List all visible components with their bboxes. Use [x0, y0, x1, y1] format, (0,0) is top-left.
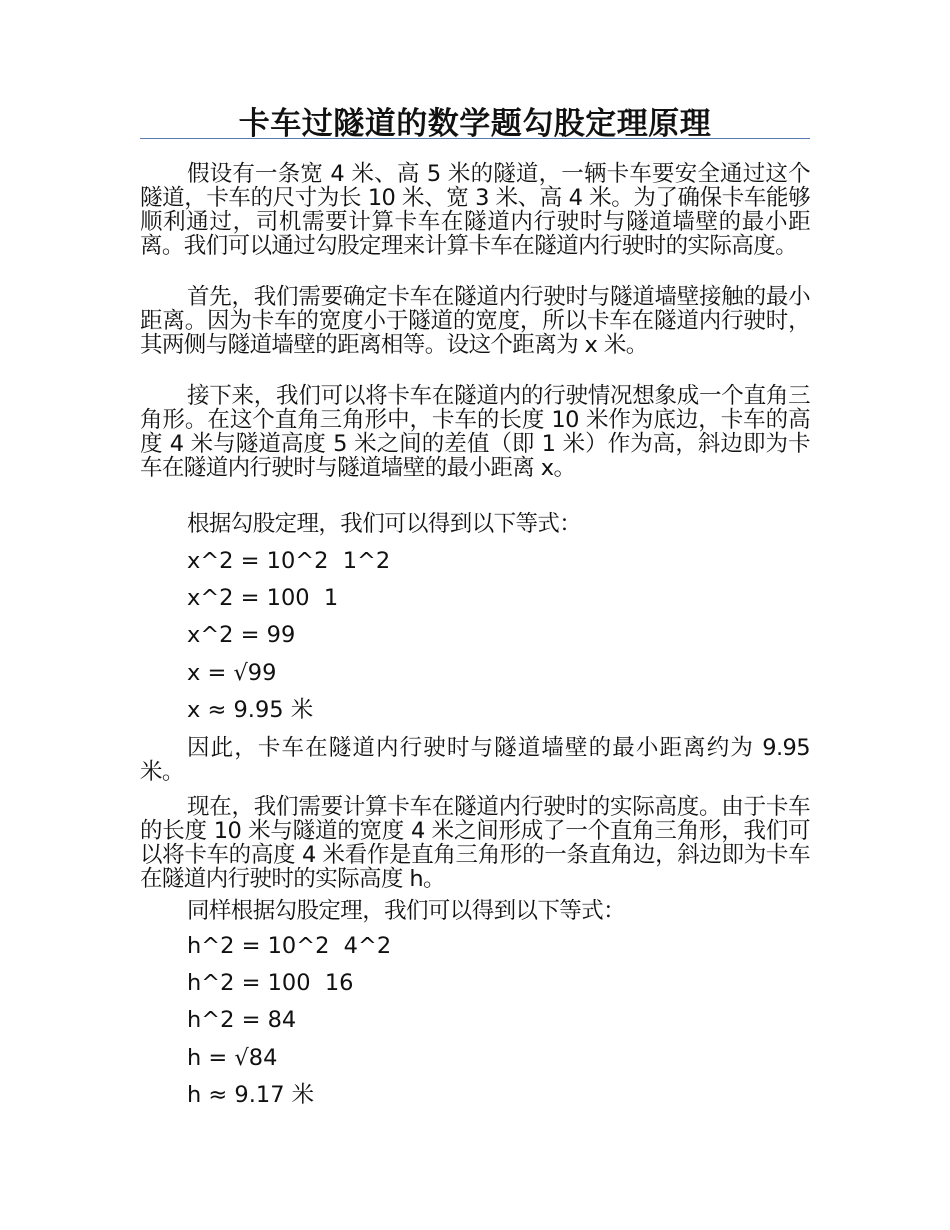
paragraph-conclusion-x: 因此，卡车在隧道内行驶时与隧道墙壁的最小距离约为 9.95 米。	[140, 735, 810, 785]
paragraph-pythagoras-h: 同样根据勾股定理，我们可以得到以下等式：	[187, 898, 626, 924]
paragraph-intro: 假设有一条宽 4 米、高 5 米的隧道，一辆卡车要安全通过这个隧道，卡车的尺寸为长 10 米、宽 3 米、高 4 米。为了确保卡车能够顺利通过，司机需要计算卡车在隧道内行驶时与隧道墙壁的最小距离。我们可以通过勾股定理来计算卡车在隧道内行驶时的实际高度。	[140, 161, 810, 259]
equation-h-1: h^2 = 10^2 4^2	[187, 933, 392, 959]
equation-h-2: h^2 = 100 16	[187, 970, 354, 996]
equation-h-5: h ≈ 9.17 米	[187, 1082, 315, 1108]
equation-x-5: x ≈ 9.95 米	[187, 697, 314, 723]
equation-x-3: x^2 = 99	[187, 622, 296, 648]
equation-x-4: x = √99	[187, 660, 277, 686]
paragraph-first-step: 首先，我们需要确定卡车在隧道内行驶时与隧道墙壁接触的最小距离。因为卡车的宽度小于隧道的宽度，所以卡车在隧道内行驶时，其两侧与隧道墙壁的距离相等。设这个距离为 x 米。	[140, 284, 810, 358]
paragraph-pythagoras-x: 根据勾股定理，我们可以得到以下等式：	[187, 511, 582, 537]
equation-h-3: h^2 = 84	[187, 1007, 297, 1033]
equation-x-1: x^2 = 10^2 1^2	[187, 548, 391, 574]
equation-x-2: x^2 = 100 1	[187, 585, 339, 611]
title-underline	[140, 138, 810, 139]
document-title: 卡车过隧道的数学题勾股定理原理	[238, 106, 712, 142]
equation-h-4: h = √84	[187, 1045, 278, 1071]
paragraph-actual-height: 现在，我们需要计算卡车在隧道内行驶时的实际高度。由于卡车的长度 10 米与隧道的宽度 4 米之间形成了一个直角三角形，我们可以将卡车的高度 4 米看作是直角三角形的一条直角边，斜边即为卡车在隧道内行驶时的实际高度 h。	[140, 794, 810, 892]
paragraph-triangle: 接下来，我们可以将卡车在隧道内的行驶情况想象成一个直角三角形。在这个直角三角形中，卡车的长度 10 米作为底边，卡车的高度 4 米与隧道高度 5 米之间的差值（即 1 米）作为高，斜边即为卡车在隧道内行驶时与隧道墙壁的最小距离 x。	[140, 383, 810, 481]
